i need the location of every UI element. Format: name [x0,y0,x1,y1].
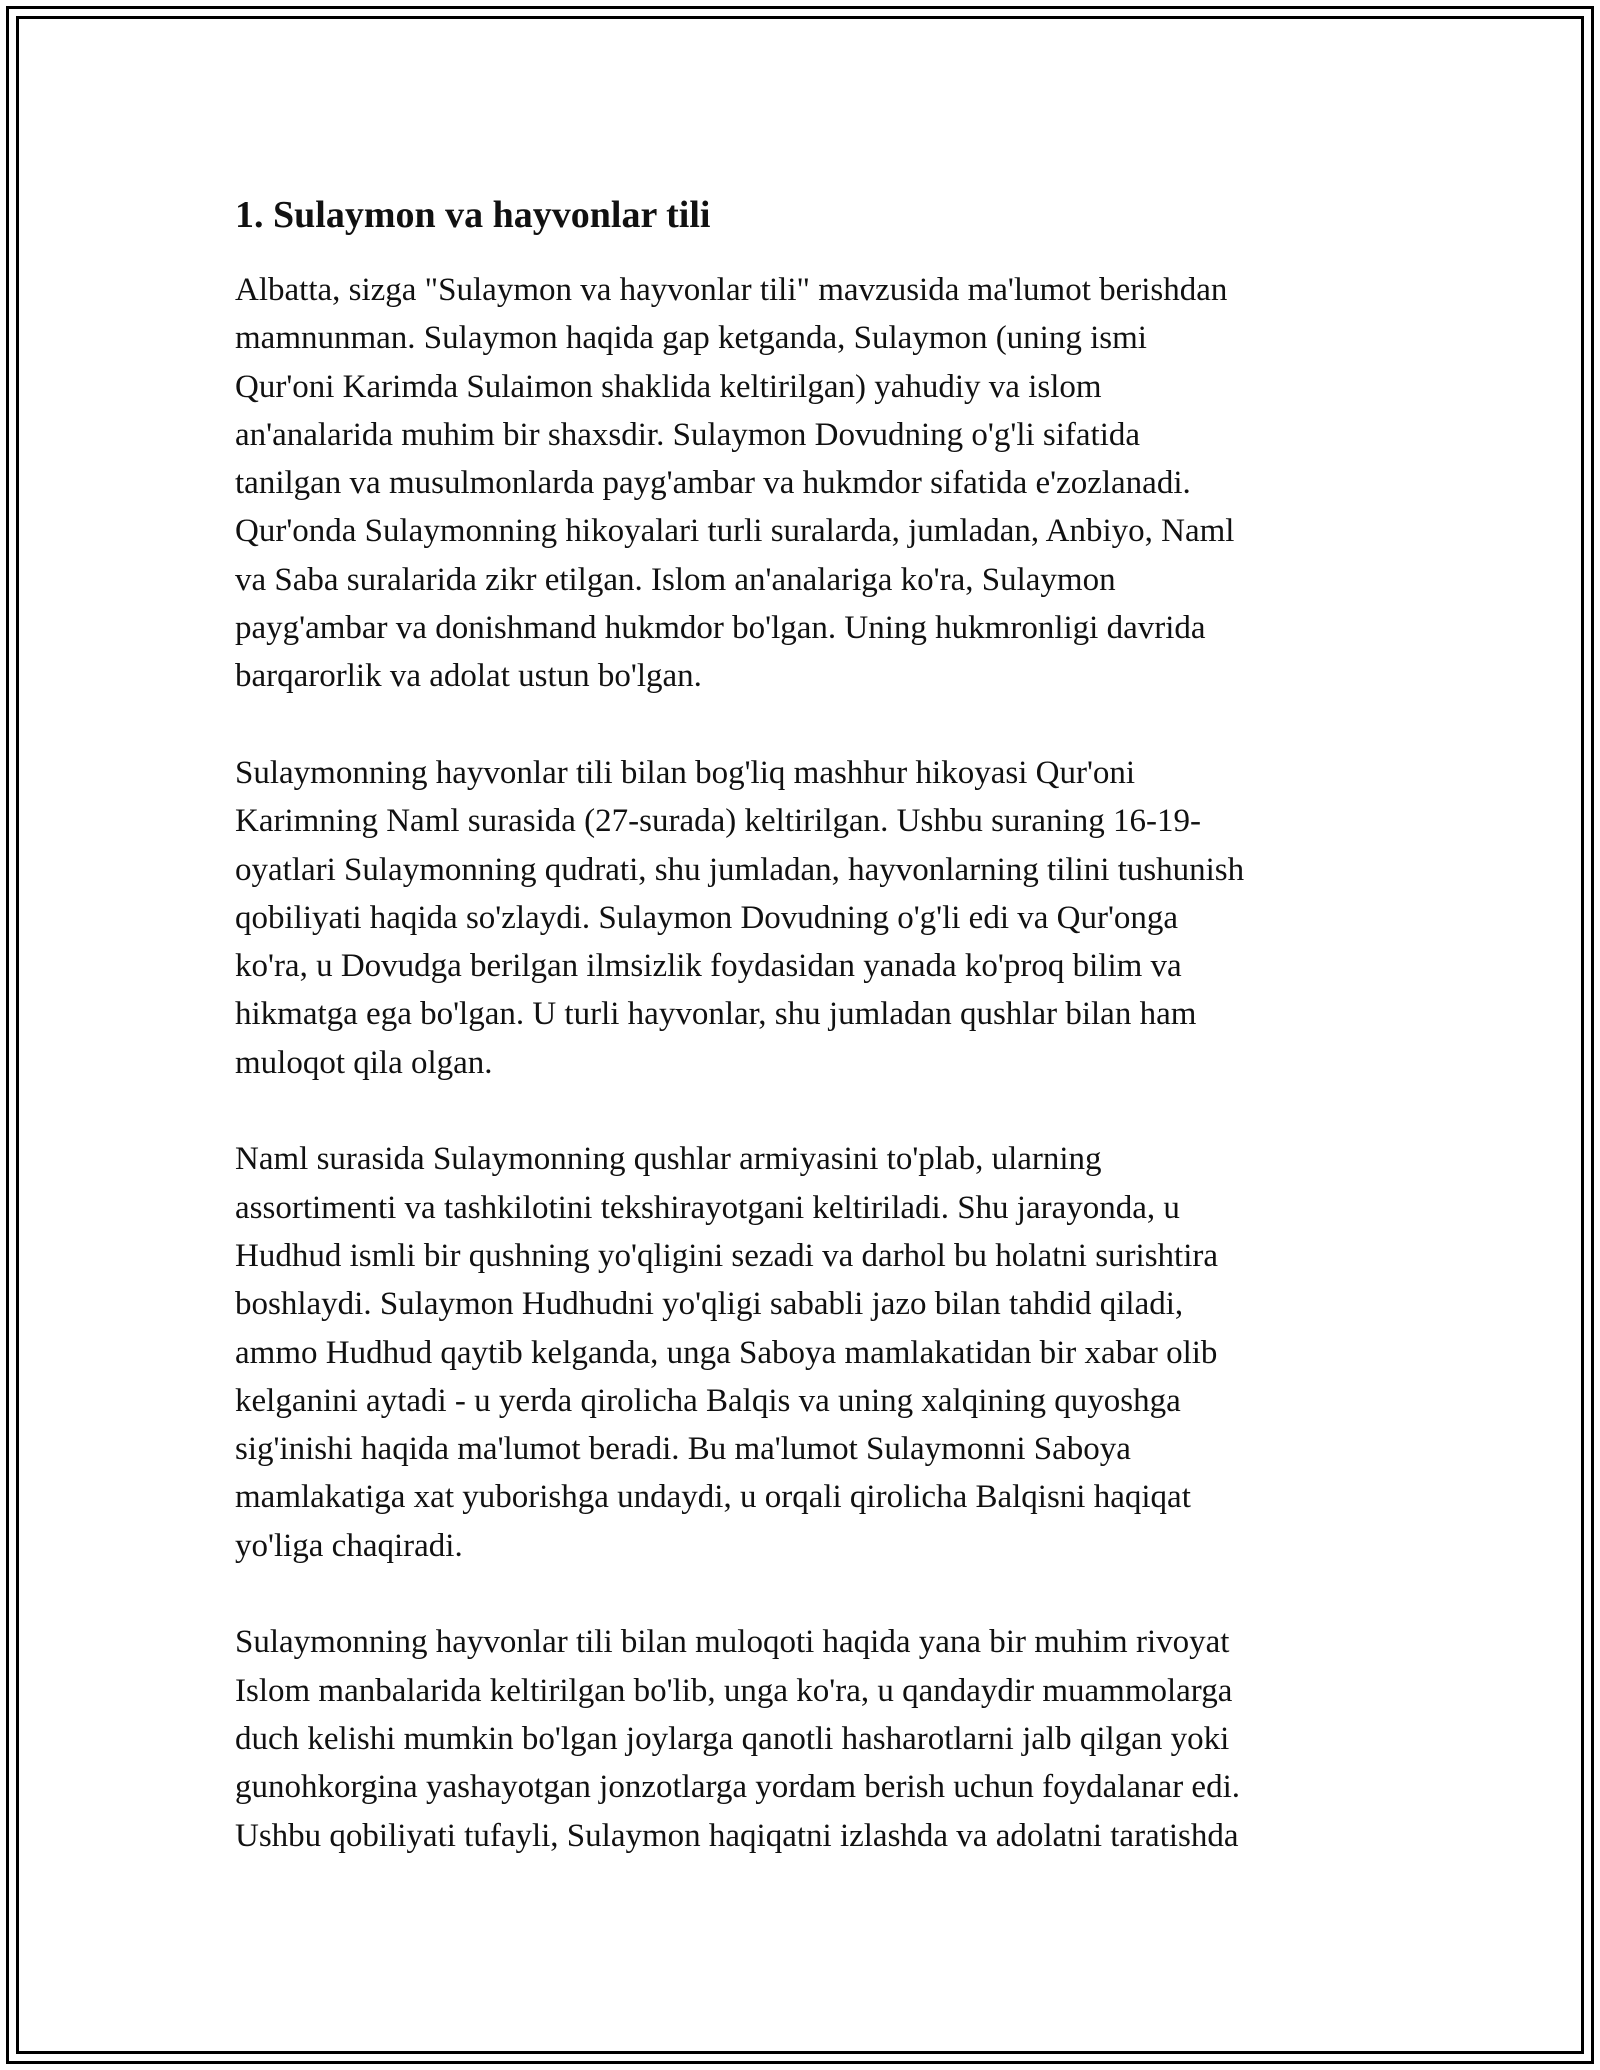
text-line: Qur'oni Karimda Sulaimon shaklida keltirilgan) yahudiy va islom [235,368,1102,405]
text-line: Islom manbalarida keltirilgan bo'lib, unga ko'ra, u qandaydir muammolarga [235,1672,1233,1709]
text-line: an'analarida muhim bir shaxsdir. Sulaymon Dovudning o'g'li sifatida [235,416,1141,453]
text-line: boshlaydi. Sulaymon Hudhudni yo'qligi sababli jazo bilan tahdid qiladi, [235,1286,1184,1323]
paragraph [235,749,1365,1087]
text-line: yo'liga chaqiradi. [235,1527,463,1564]
paragraph-list [235,266,1365,1860]
text-line: qobiliyati haqida so'zlaydi. Sulaymon Dovudning o'g'li edi va Qur'onga [235,899,1179,936]
paragraph [235,1135,1365,1570]
text-line: muloqot qila olgan. [235,1044,493,1081]
text-line: tanilgan va musulmonlarda payg'ambar va hukmdor sifatida e'zozlanadi. [235,465,1191,502]
text-line: Albatta, sizga "Sulaymon va hayvonlar tili" mavzusida ma'lumot berishdan [235,272,1228,308]
text-line: kelganini aytadi - u yerda qirolicha Balqis va uning xalqining quyoshga [235,1382,1181,1419]
text-line: payg'ambar va donishmand hukmdor bo'lgan. Uning hukmronligi davrida [235,610,1206,647]
text-line: oyatlari Sulaymonning qudrati, shu jumladan, hayvonlarning tilini tushunish [235,851,1245,888]
text-line: Hudhud ismli bir qushning yo'qligini sezadi va darhol bu holatni surishtira [235,1237,1219,1274]
text-line: assortimenti va tashkilotini tekshirayotgani keltiriladi. Shu jarayonda, u [235,1189,1180,1226]
text-line: gunohkorgina yashayotgan jonzotlarga yordam berish uchun foydalanar edi. [235,1769,1241,1806]
paragraph [235,1618,1365,1859]
text-line: Karimning Naml surasida (27-surada) keltirilgan. Ushbu suraning 16-19- [235,803,1201,840]
text-line: Sulaymonning hayvonlar tili bilan bog'liq mashhur hikoyasi Qur'oni [235,754,1136,791]
text-line: mamnunman. Sulaymon haqida gap ketganda, Sulaymon (uning ismi [235,320,1147,357]
text-line: Qur'onda Sulaymonning hikoyalari turli suralarda, jumladan, Anbiyo, Naml [235,513,1235,550]
text-line: va Saba suralarida zikr etilgan. Islom an'analariga ko'ra, Sulaymon [235,561,1116,598]
text-line: Naml surasida Sulaymonning qushlar armiyasini to'plab, ularning [235,1141,1102,1178]
document-title: 1. Sulaymon va hayvonlar tili [235,194,711,236]
text-line: duch kelishi mumkin bo'lgan joylarga qanotli hasharotlarni jalb qilgan yoki [235,1720,1230,1757]
text-line: barqarorlik va adolat ustun bo'lgan. [235,658,702,695]
text-line: mamlakatiga xat yuborishga undaydi, u orqali qirolicha Balqisni haqiqat [235,1479,1191,1516]
text-line: Sulaymonning hayvonlar tili bilan muloqoti haqida yana bir muhim rivoyat [235,1624,1230,1661]
paragraph [235,266,1365,701]
text-line: ko'ra, u Dovudga berilgan ilmsizlik foydasidan yanada ko'proq bilim va [235,948,1182,985]
text-line: hikmatga ega bo'lgan. U turli hayvonlar, shu jumladan qushlar bilan ham [235,996,1197,1033]
document-body [235,190,1365,1908]
text-line: ammo Hudhud qaytib kelganda, unga Saboya mamlakatidan bir xabar olib [235,1334,1218,1371]
text-line: sig'inishi haqida ma'lumot beradi. Bu ma'lumot Sulaymonni Saboya [235,1431,1131,1468]
text-line: Ushbu qobiliyati tufayli, Sulaymon haqiqatni izlashda va adolatni taratishda [235,1817,1239,1854]
